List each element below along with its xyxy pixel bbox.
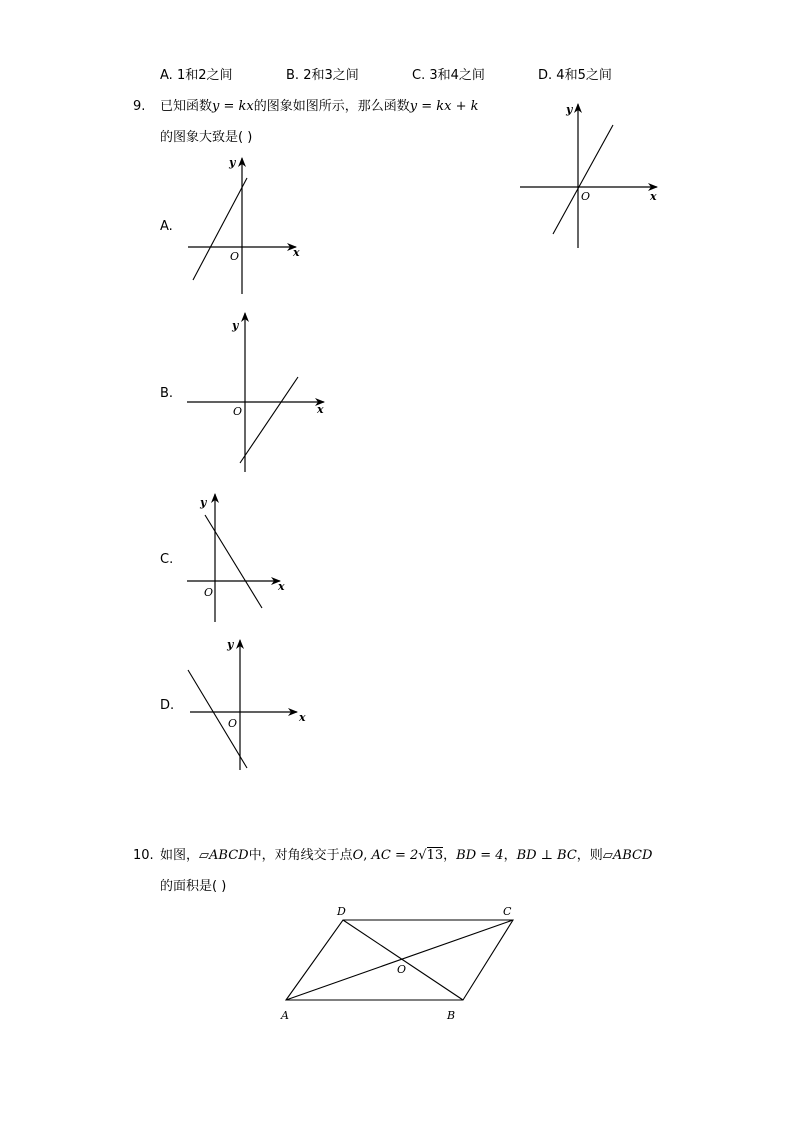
center-o-label: O: [397, 963, 407, 976]
q10-shape-name: ABCD: [209, 848, 249, 863]
q10-condition-bd: BD = 4: [456, 848, 504, 863]
q9-stem-text-2: 的图象如图所示，那么函数: [253, 99, 410, 114]
origin-label: O: [230, 250, 240, 263]
y-axis-label: y: [232, 319, 239, 332]
q9-option-d-graph[interactable]: [188, 638, 306, 770]
y-axis-label: y: [200, 496, 207, 509]
function-line: [240, 377, 298, 463]
vertex-c-label: C: [503, 905, 512, 918]
separator: ，: [443, 848, 457, 863]
origin-label: O: [233, 405, 243, 418]
function-line: [193, 178, 247, 280]
q10-condition-perp: BD ⊥ BC: [516, 848, 577, 863]
q9-equation-1: y = kx: [212, 99, 254, 114]
q9-option-a-graph[interactable]: [188, 156, 300, 294]
vertex-b-label: B: [447, 1009, 456, 1022]
diagonal-ac: [286, 920, 513, 1000]
parallelogram-symbol: ▱: [602, 848, 613, 863]
q9-option-c-letter[interactable]: C.: [160, 552, 174, 567]
parallelogram-symbol: ▱: [199, 848, 210, 863]
x-axis-label: x: [293, 246, 300, 259]
q9-option-d-letter[interactable]: D.: [160, 698, 175, 713]
q9-number: 9.: [133, 99, 146, 114]
q9-stem-line2: 的图象大致是( ): [160, 130, 253, 145]
function-line: [188, 670, 247, 768]
q9-option-b-letter[interactable]: B.: [160, 386, 174, 401]
origin-label: O: [581, 190, 591, 203]
q10-shape-name-2: ABCD: [612, 848, 653, 863]
separator: ，: [503, 848, 517, 863]
q8-option-b: B. 2和3之间: [286, 68, 359, 83]
x-axis-label: x: [278, 580, 285, 593]
y-axis-label: y: [229, 156, 236, 169]
y-axis-label: y: [566, 103, 573, 116]
x-axis-label: x: [650, 190, 657, 203]
y-axis-label: y: [227, 638, 234, 651]
q10-stem-line2: 的面积是( ): [160, 879, 227, 894]
q9-option-b-graph[interactable]: [187, 313, 324, 472]
sqrt-argument: 13: [426, 848, 444, 863]
q8-option-a: A. 1和2之间: [160, 68, 233, 83]
origin-label: O: [204, 586, 214, 599]
function-line: [205, 515, 262, 608]
q9-option-a-letter[interactable]: A.: [160, 219, 173, 234]
q10-text-3: ，则: [576, 848, 603, 863]
x-axis-label: x: [299, 711, 306, 724]
q10-parallelogram-figure: [280, 905, 513, 1022]
q10-stem-line1: 如图，▱ABCD中，对角线交于点O, AC = 2√13，BD = 4，BD ⊥ BC，则▱ABCD: [160, 848, 653, 863]
q9-stem-text: 已知函数: [160, 99, 213, 114]
q9-reference-graph: [520, 103, 657, 248]
q9-option-c-graph[interactable]: [187, 494, 285, 622]
function-line: [553, 125, 613, 234]
sqrt-symbol: √: [418, 848, 427, 863]
q10-point-o: O: [352, 848, 364, 863]
q10-number: 10.: [133, 848, 154, 863]
q10-condition-ac: AC = 2: [371, 848, 419, 863]
q8-option-d: D. 4和5之间: [538, 68, 612, 83]
vertex-a-label: A: [281, 1009, 289, 1022]
q9-equation-2: y = kx + k: [409, 99, 479, 114]
origin-label: O: [228, 717, 238, 730]
q10-text-2: 中，对角线交于点: [248, 848, 353, 863]
x-axis-label: x: [317, 403, 324, 416]
vertex-d-label: D: [337, 905, 346, 918]
diagonal-bd: [343, 920, 463, 1000]
q10-text: 如图，: [160, 848, 200, 863]
q8-option-c: C. 3和4之间: [412, 68, 485, 83]
